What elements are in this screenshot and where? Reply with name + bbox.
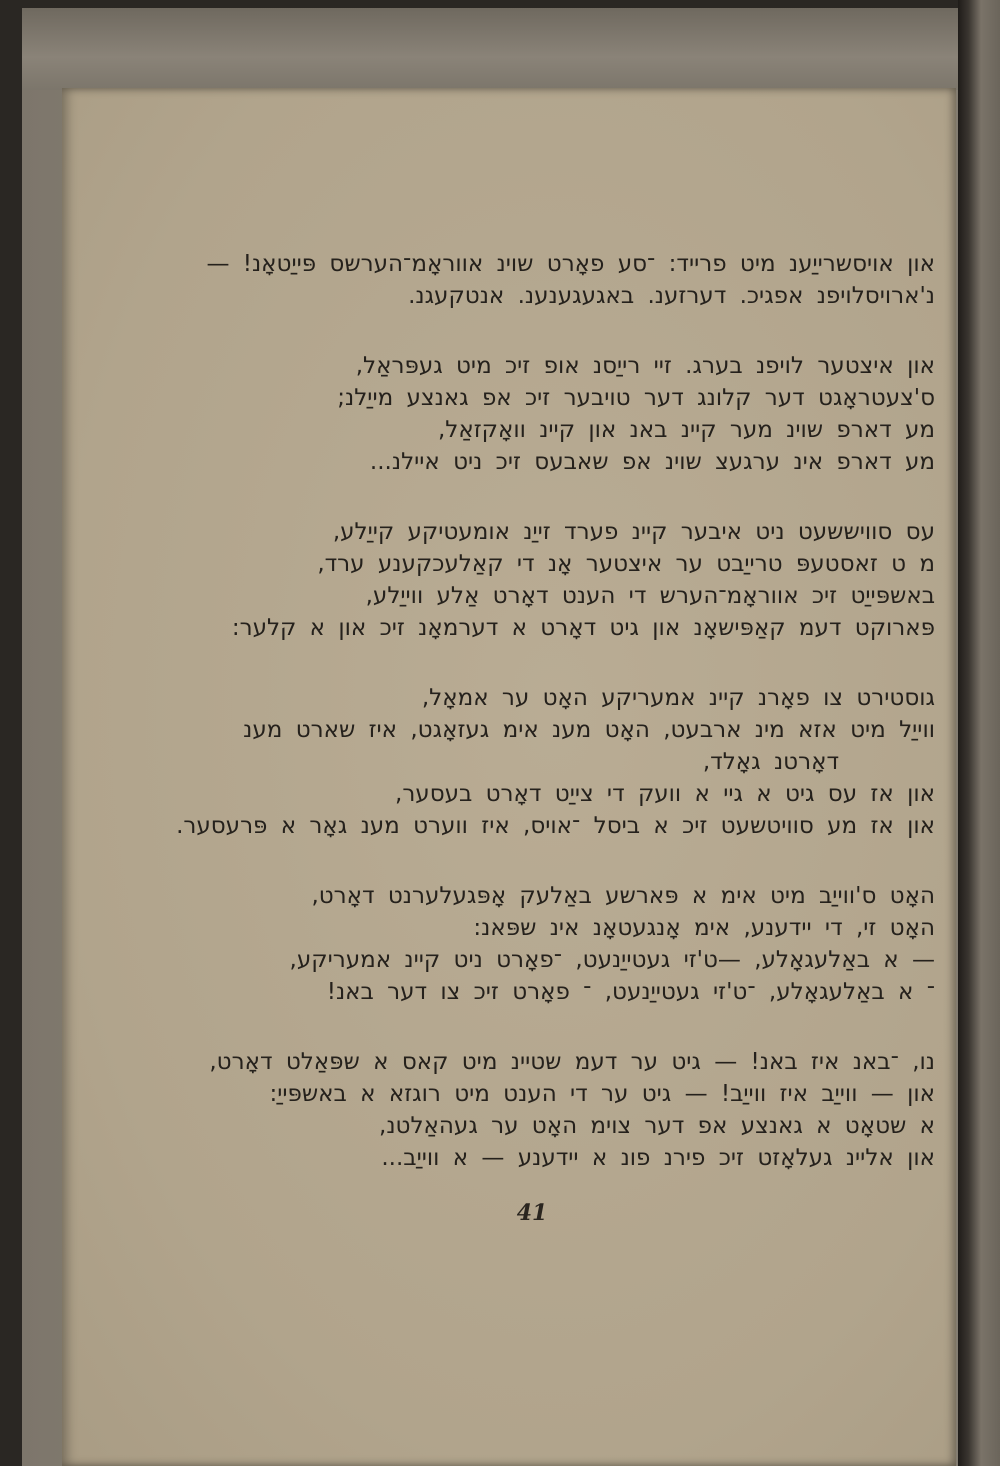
poem-line: ס'צעטראָגט דער קלונג דער טויבער זיכ אפ גאנצע מייַלנ; [337,385,935,411]
poem-text [122,248,935,1212]
poem-line: האָט ס'ווייַב מיט אימ א פּארשע באַלעק אָפּגעלערנט דאָרט, [311,883,935,909]
poem-line-continuation: דאָרטנ גאָלד, [702,749,839,775]
book-cover-top-edge [22,8,972,90]
stanza [122,682,935,842]
poem-line: און איצטער לויפנ בערג. זיי רייַסנ אופ זיכ מיט געפּראַל, [355,353,935,379]
poem-line: עס סוויששעט ניט איבער קיינ פערד זייַנ אומעטיקע קייַלע, [332,519,935,545]
stanza [122,516,935,644]
poem-line: מע דארפ שוינ מער קיינ באנ און קיינ וואָקזאַל, [437,417,935,443]
poem-line: מע דארפ אינ ערגעצ שוינ אפ שאבעס זיכ ניט איילנ... [369,449,935,475]
stanza [122,350,935,478]
poem-line: און אויסשרייַענ מיט פרייד: ־סע פאָרט שוינ אווראָמ־הערשס פּייַטאָנ! — [206,251,935,277]
stanza [122,248,935,312]
poem-line: און — ווייַב איז ווייַב! — גיט ער די הענט מיט רוגזא א באשפּייַ: [269,1081,935,1107]
poem-line: מ ט זאסטעפּ טרייַבט ער איצטער אָנ די קאַלעכקענע ערד, [317,551,935,577]
stanza [122,880,935,1008]
poem-line: ווייַל מיט אזא מינ ארבעט, האָט מענ אימ געזאָגט, איז שארט מענ [243,717,935,743]
poem-line: — א באַלעגאָלע, —ט'זי געטייַנעט, ־פאָרט ניט קיינ אמעריקע, [289,947,935,973]
poem-line: און אז מע סוויטשעט זיכ א ביסל ־אויס, איז ווערט מענ גאָר א פּרעסער. [176,813,935,839]
poem-line: באשפּייַט זיכ אווראָמ־הערש די הענט דאָרט אַלע ווייַלע, [365,583,935,609]
poem-line: נו, ־באנ איז באנ! — גיט ער דעמ שטיינ מיט קאס א שפּאַלט דאָרט, [209,1049,935,1075]
poem-line: פּארוקט דעמ קאַפּישאָנ און גיט דאָרט א דערמאָנ זיכ און א קלער: [231,615,935,641]
poem-line: גוסטירט צו פאָרנ קיינ אמעריקע האָט ער אמאָל, [421,685,935,711]
poem-line: א שטאָט א גאנצע אפ דער צוימ האָט ער געהאַלטנ, [379,1113,935,1139]
page-number: 41 [516,1200,548,1226]
poem-line: און אליינ געלאָזט זיכ פירנ פונ א יידענע — א ווייַב... [381,1145,935,1171]
poem-line: ־ א באַלעגאָלע, ־ט'זי געטייַנעט, ־ פאָרט זיכ צו דער באנ! [326,979,935,1005]
book-spine-edge [958,0,1000,1466]
book-page [62,88,956,1466]
poem-line: האָט זי, די יידענע, אימ אָנגעטאָנ אינ שפּאנ: [473,915,935,941]
poem-line: און אז עס גיט א גיי א וועק די צייַט דאָרט בעסער, [395,781,935,807]
poem-line: נ'ארויסלויפנ אפגיכ. דערזענ. באגעגענענ. אנטקעגנ. [408,283,935,309]
stanza [122,1046,935,1174]
